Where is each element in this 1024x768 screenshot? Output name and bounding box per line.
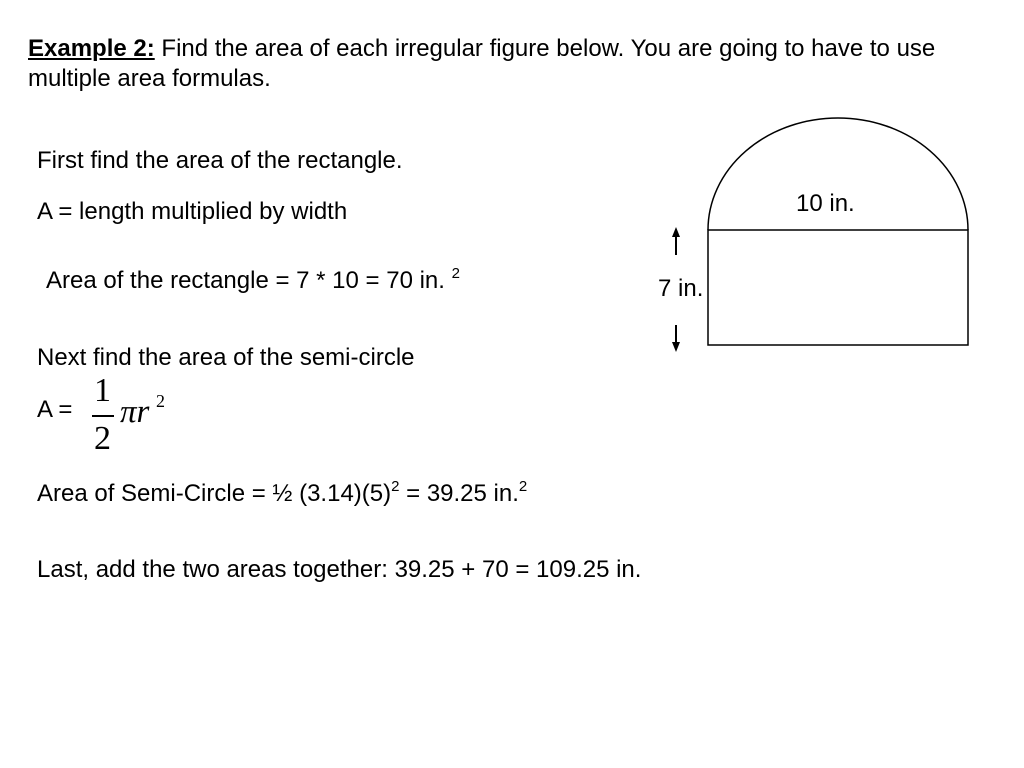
arrowhead-up-icon bbox=[672, 227, 680, 237]
width-label: 10 in. bbox=[796, 190, 855, 217]
semicircle-area-text: Area of Semi-Circle = ½ (3.14)(5) bbox=[37, 480, 392, 507]
semicircle-formula-prefix: A = bbox=[37, 396, 73, 423]
semicircle-area-exponent-1: 2 bbox=[391, 478, 400, 495]
rectangle-shape bbox=[708, 230, 968, 345]
example-label: Example 2: bbox=[28, 35, 155, 62]
example-instructions: Find the area of each irregular figure below. You are going to have to use multiple area formulas. bbox=[28, 35, 936, 92]
total-area: Last, add the two areas together: 39.25 + 70 = 109.25 in. bbox=[37, 556, 642, 583]
semicircle-area-exponent-2: 2 bbox=[518, 478, 528, 495]
semicircle-intro: Next find the area of the semi-circle bbox=[37, 344, 415, 371]
semicircle-formula bbox=[88, 372, 178, 462]
formula-denominator: 2 bbox=[94, 420, 111, 457]
rectangle-intro: First find the area of the rectangle. bbox=[37, 147, 403, 174]
arrowhead-down-icon bbox=[672, 342, 680, 352]
height-label: 7 in. bbox=[658, 275, 704, 302]
example-heading bbox=[28, 34, 988, 94]
fraction-bar bbox=[92, 415, 114, 417]
semicircle-area-result: = 39.25 in. bbox=[399, 480, 519, 507]
rectangle-formula: A = length multiplied by width bbox=[37, 198, 348, 225]
rectangle-area-text: Area of the rectangle = 7 * 10 = 70 in. bbox=[46, 267, 452, 294]
semicircle-area bbox=[37, 480, 527, 508]
rectangle-area bbox=[46, 267, 460, 295]
formula-numerator: 1 bbox=[94, 372, 111, 409]
rectangle-area-exponent: 2 bbox=[451, 265, 460, 282]
formula-exponent: 2 bbox=[156, 391, 165, 411]
composite-figure bbox=[640, 100, 990, 370]
formula-pi-r: πr bbox=[120, 394, 150, 430]
